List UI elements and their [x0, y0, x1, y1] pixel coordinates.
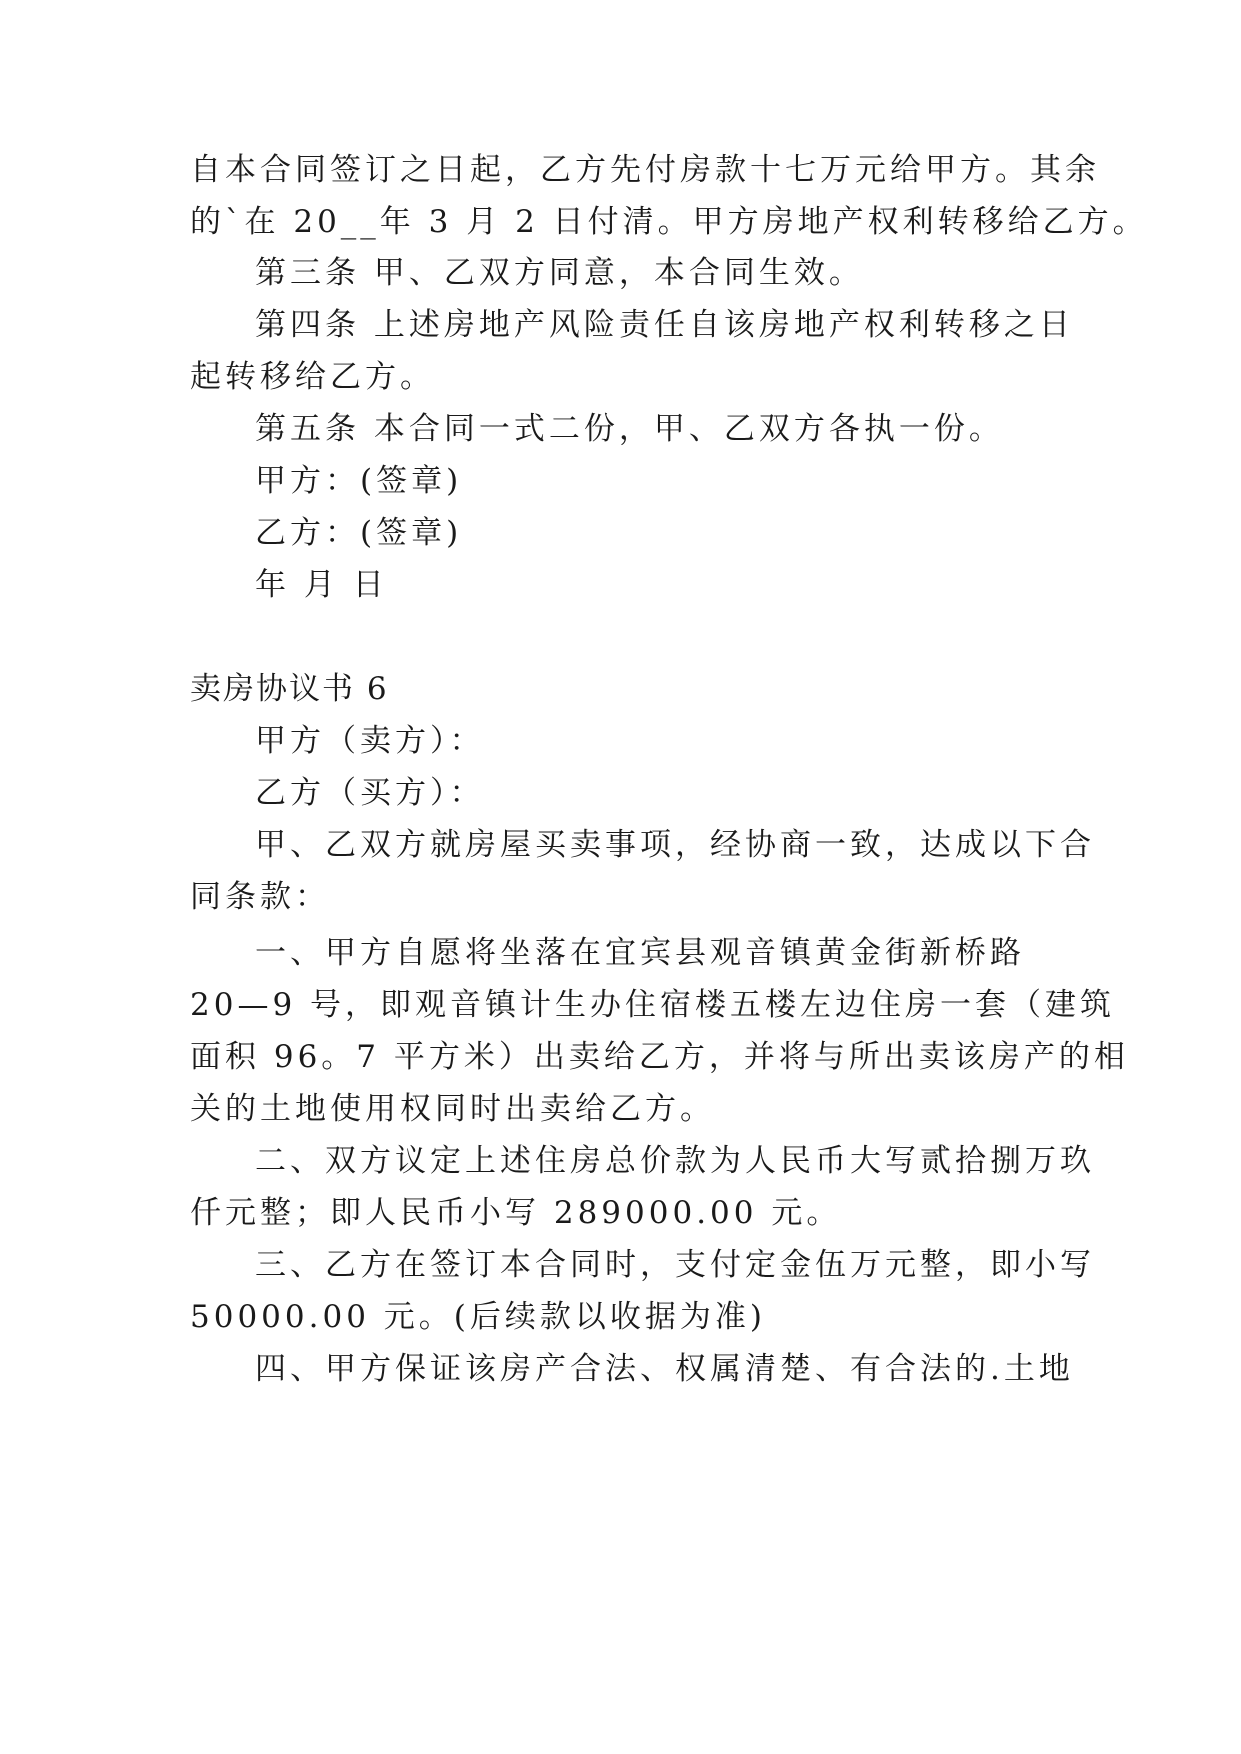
section-title: 卖房协议书 6: [190, 671, 389, 707]
paragraph-line: 的`在 20__年 3 月 2 日付清。甲方房地产权利转移给乙方。: [190, 204, 1148, 240]
party-a-seller: 甲方（卖方）：: [255, 723, 485, 759]
clause-2: 二、双方议定上述住房总价款为人民币大写贰拾捌万玖: [255, 1143, 1095, 1179]
paragraph-line: 仟元整；即人民币小写 289000.00 元。: [190, 1195, 842, 1231]
paragraph-line: 面积 96。7 平方米）出卖给乙方，并将与所出卖该房产的相: [190, 1039, 1129, 1075]
clause-1: 一、甲方自愿将坐落在宜宾县观音镇黄金街新桥路: [255, 935, 1025, 971]
paragraph-line: 自本合同签订之日起，乙方先付房款十七万元给甲方。其余: [190, 152, 1100, 188]
paragraph-line: 起转移给乙方。: [190, 359, 435, 395]
party-b-buyer: 乙方（买方）：: [255, 775, 485, 811]
clause-5: 第五条 本合同一式二份，甲、乙双方各执一份。: [255, 411, 1004, 447]
clause-4: 四、甲方保证该房产合法、权属清楚、有合法的.土地: [255, 1351, 1074, 1387]
date-line: 年 月 日: [255, 567, 388, 603]
paragraph-line: 50000.00 元。(后续款以收据为准): [190, 1299, 766, 1335]
paragraph-line: 20—9 号，即观音镇计生办住宿楼五楼左边住房一套（建筑: [190, 987, 1116, 1023]
clause-4: 第四条 上述房地产风险责任自该房地产权利转移之日: [255, 307, 1074, 343]
paragraph-line: 关的土地使用权同时出卖给乙方。: [190, 1091, 715, 1127]
paragraph-line: 同条款：: [190, 879, 330, 915]
paragraph-line: 甲、乙双方就房屋买卖事项，经协商一致，达成以下合: [255, 827, 1095, 863]
clause-3: 第三条 甲、乙双方同意，本合同生效。: [255, 255, 864, 291]
clause-3: 三、乙方在签订本合同时，支付定金伍万元整，即小写: [255, 1247, 1095, 1283]
party-b-signature: 乙方：(签章): [255, 515, 463, 551]
party-a-signature: 甲方：(签章): [255, 463, 463, 499]
